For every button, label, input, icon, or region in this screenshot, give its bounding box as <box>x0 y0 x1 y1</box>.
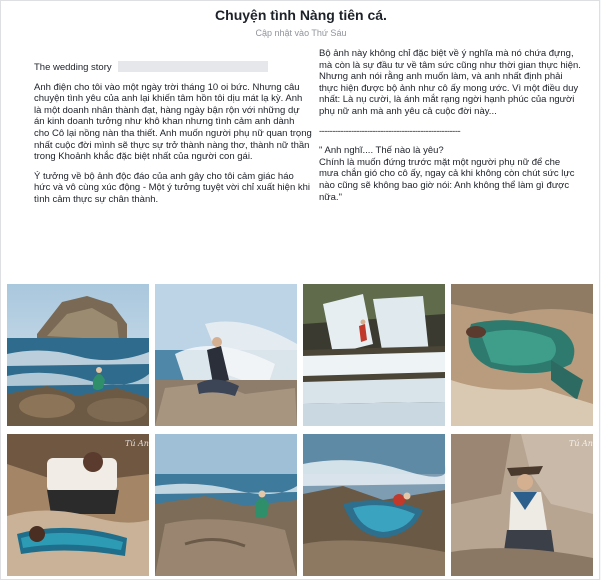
photo-mermaid-on-rocks[interactable] <box>7 284 149 426</box>
paragraph: Anh điện cho tôi vào một ngày trời tháng 10 oi bức. Nhưng câu chuyện tình yêu của anh lại khiến tâm hồn tôi dịu mát lạ kỳ. Anh là một doanh nhân thành đạt, hàng ngày bận rộn với những dự án kinh doanh tưởng như khô khan nhưng tình cảm anh dành cho Cô lại nồng nàn tha thiết. Anh muốn người phụ nữ quan trọng nhất cuộc đời mình sẽ thực sự trở thành nàng thơ, thành nữ thần trong Khoảnh khắc đặc biệt nhất của người con gái. <box>34 81 312 163</box>
photo-mermaid-wave-rocks[interactable] <box>303 434 445 576</box>
page-title: Chuyện tình Nàng tiên cá. <box>215 7 387 23</box>
photo-gallery <box>7 284 599 576</box>
photo-groom-rocks[interactable] <box>451 434 599 576</box>
story-label: The wedding story <box>34 62 112 73</box>
paragraph: Ý tưởng về bộ ảnh độc đáo của anh gây cho tôi cảm giác háo hức và vô cùng xúc động - Một ý tưởng tuyệt vời chỉ xuất hiện khi tình cảm thực sự chân thành. <box>34 170 311 205</box>
photo-watermark: Tú Anh <box>125 439 155 448</box>
right-text-column <box>319 48 581 211</box>
redacted-text <box>118 61 268 72</box>
photo-mermaid-tail-sand[interactable] <box>451 284 593 426</box>
separator: ----------------------------------------------------- <box>319 125 461 137</box>
photo-watermark: Tú Anh <box>569 439 599 448</box>
photo-couple-veil-sea[interactable] <box>155 284 297 426</box>
paragraph: Bộ ảnh này không chỉ đặc biệt về ý nghĩa mà nó chứa đựng, mà còn là sự đầu tư về tâm sức cũng như thời gian thực hiện. Nhưng anh nói rằng anh muốn làm, và anh nhất định phải thực hiện được bộ ảnh như cô ấy mong ước. Vì một điều duy nhất: Là nụ cười, là ánh mắt rạng ngời hạnh phúc của người phụ nữ anh mà anh yêu cả cuộc đời này... <box>319 48 581 117</box>
left-text-column <box>34 61 312 214</box>
updated-timestamp[interactable]: Cập nhật vào Thứ Sáu <box>255 28 347 38</box>
photo-waterfall-couple[interactable] <box>303 284 445 426</box>
story-label-row <box>34 61 312 74</box>
quote-line: " Anh nghĩ.... Thế nào là yêu? <box>319 145 444 157</box>
photo-mermaid-sitting-rocks[interactable] <box>155 434 297 576</box>
photo-groom-mermaid-cave[interactable] <box>7 434 155 576</box>
quote-paragraph: Chính là muốn đứng trước mặt một người phụ nữ để che mưa chắn gió cho cô ấy, ngay cả khi không còn chút sức lực nào cũng sẽ không bao giờ nói: Anh không thể làm gì được nữa." <box>319 156 575 203</box>
